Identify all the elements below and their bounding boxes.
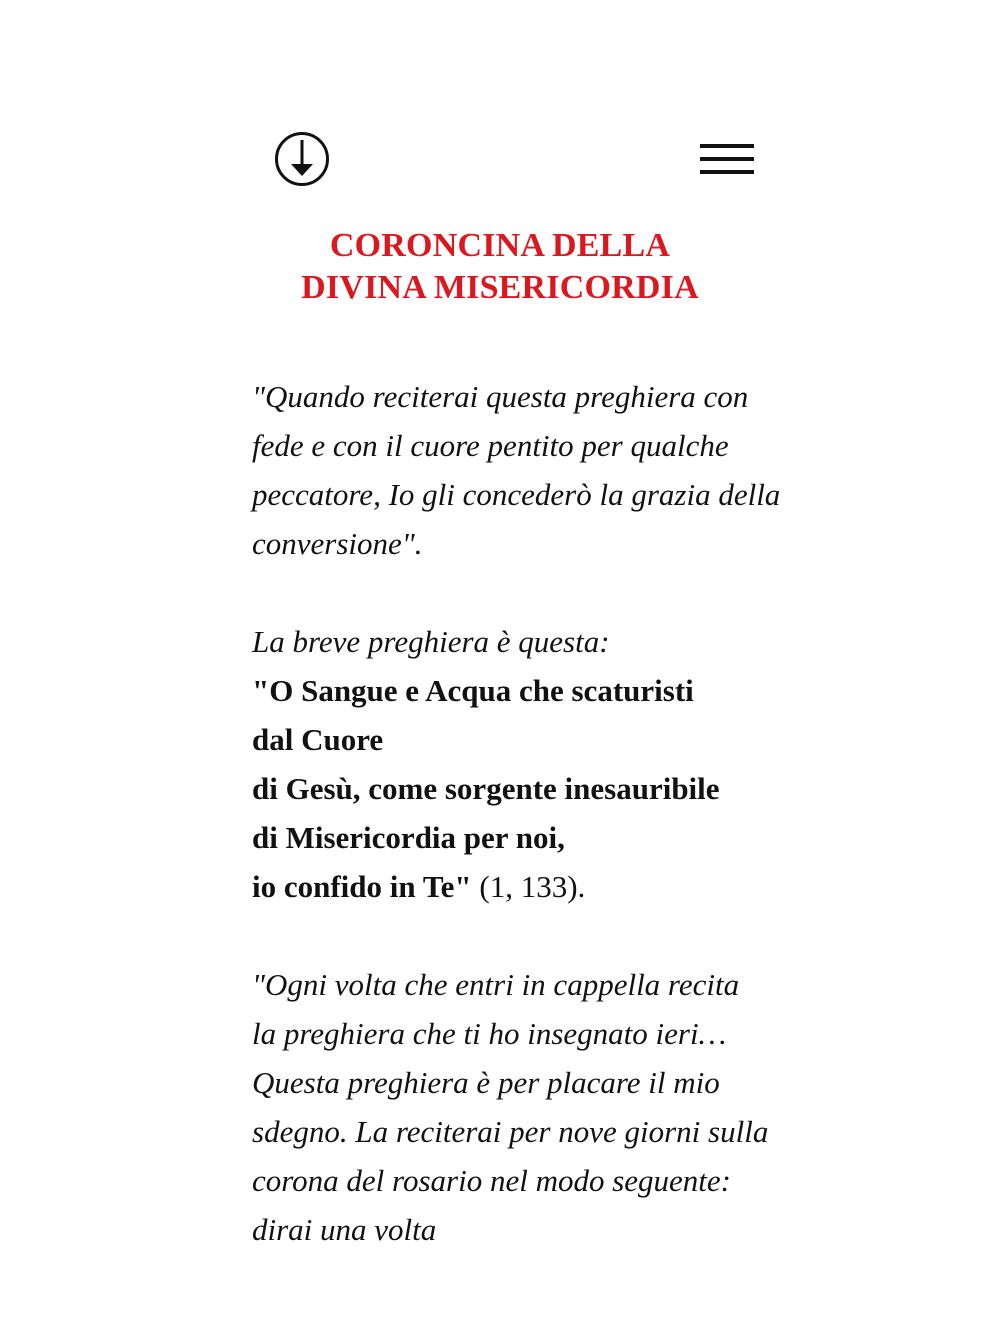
prayer-line: di Gesù, come sorgente inesauribile	[252, 771, 720, 806]
text-line: fede e con il cuore pentito per qualche	[252, 428, 729, 463]
top-toolbar	[0, 128, 1000, 192]
prayer-last-line	[252, 862, 812, 911]
prayer-reference: (1, 133).	[471, 869, 586, 904]
title-line-1: CORONCINA DELLA	[329, 227, 671, 264]
menu-button[interactable]	[698, 140, 756, 180]
page-title	[0, 225, 1000, 309]
prayer-line: io confido in Te"	[252, 869, 472, 904]
text-line: conversione".	[252, 526, 423, 561]
prayer-paragraph	[252, 617, 812, 911]
text-line: "Ogni volta che entri in cappella recita	[252, 967, 740, 1002]
text-line: corona del rosario nel modo seguente:	[252, 1163, 731, 1198]
text-line: "Quando reciterai questa preghiera con	[252, 379, 749, 414]
scroll-content[interactable]	[252, 372, 812, 1247]
prayer-line: "O Sangue e Acqua che scaturisti	[252, 673, 694, 708]
quote-paragraph-1	[252, 372, 812, 568]
prayer-intro: La breve preghiera è questa:	[252, 624, 610, 659]
quote-paragraph-2	[252, 960, 812, 1254]
text-line: sdegno. La reciterai per nove giorni sulla	[252, 1114, 769, 1149]
content-body	[252, 372, 812, 1254]
prayer-line: dal Cuore	[252, 722, 384, 757]
text-line: peccatore, Io gli concederò la grazia della	[252, 477, 781, 512]
download-button[interactable]	[274, 131, 330, 187]
text-line: Questa preghiera è per placare il mio	[252, 1065, 720, 1100]
text-line: dirai una volta	[252, 1212, 437, 1247]
title-line-2: DIVINA MISERICORDIA	[301, 269, 699, 306]
hamburger-menu-icon	[698, 140, 756, 180]
text-line: la preghiera che ti ho insegnato ieri…	[252, 1016, 727, 1051]
prayer-line: di Misericordia per noi,	[252, 820, 565, 855]
download-circle-icon	[274, 131, 330, 187]
